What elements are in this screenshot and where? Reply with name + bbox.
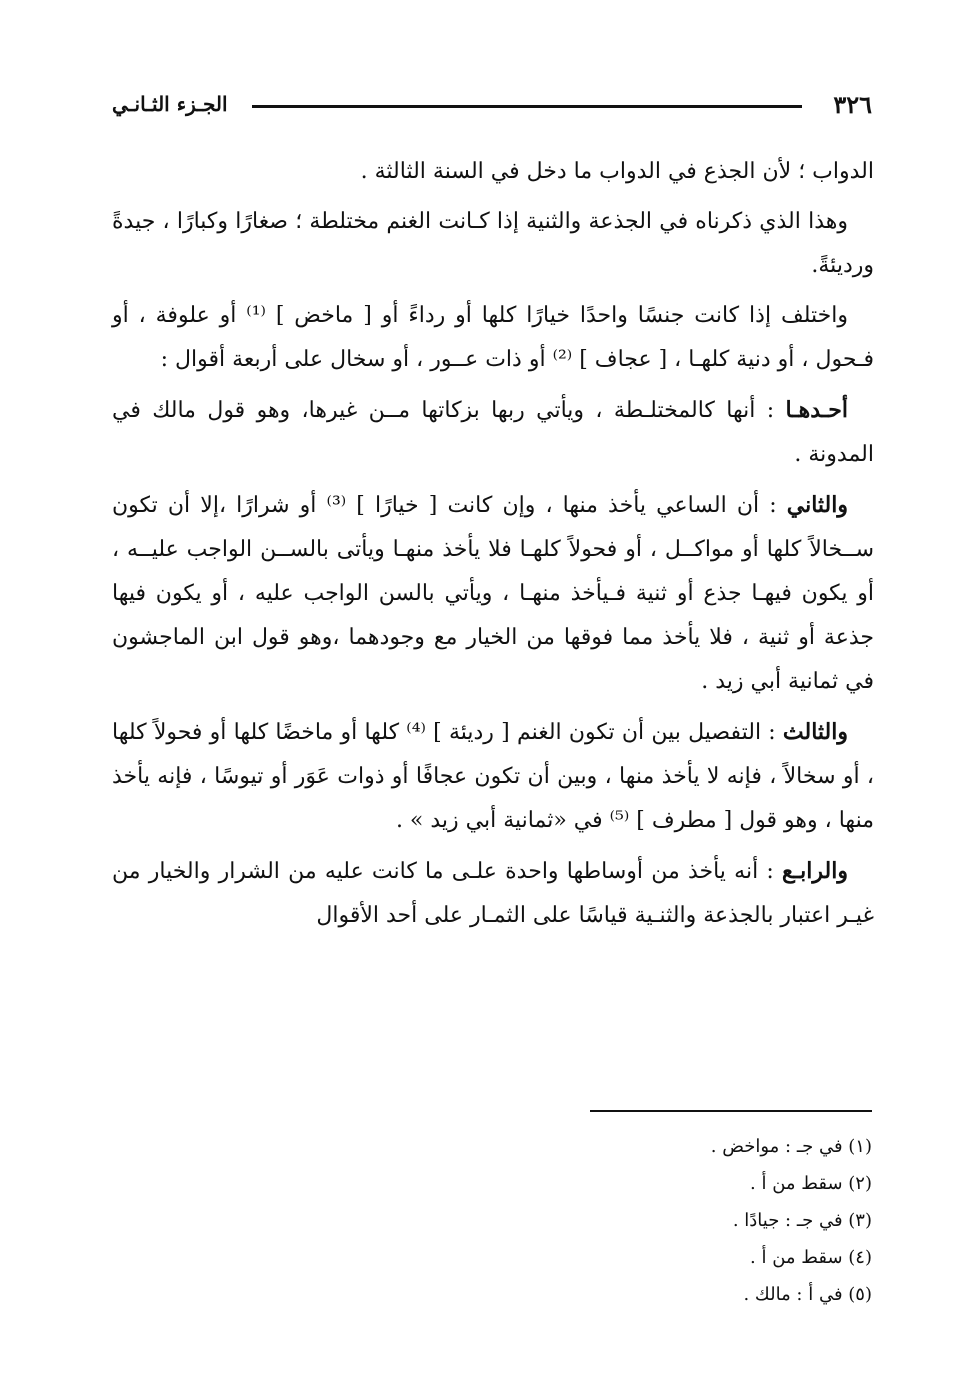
paragraph-1 bbox=[112, 150, 874, 194]
paragraph-lead: أحـدهـا bbox=[785, 397, 848, 423]
header-rule bbox=[252, 105, 802, 108]
paragraph-lead: والثالث bbox=[782, 719, 848, 745]
paragraph-2 bbox=[112, 200, 874, 288]
paragraph-text: الدواب ؛ لأن الجذع في الدواب ما دخل في السنة الثالثة . bbox=[360, 159, 874, 184]
paragraph-lead: والرابـع bbox=[782, 858, 848, 884]
running-title: الجـزء الثـانـي bbox=[112, 92, 228, 116]
paragraph-text: : أن الساعي يأخذ منها ، وإن كانت [ خيارًا ] ⁽³⁾ أو شرارًا ،إلا أن تكون ســخالاً كلها أو مواكــل ، أو فحولاً كلهـا فلا يأخذ منهـا ويأتى بالســن الواجب عليــه ، أو يكون فيهـا جذع أو ثنية فـيأخذ منهـا ، ويأتي بالسن الواجب عليه ، أو يكون فيها جذعة أو ثنية ، فلا يأخذ مما فوقها من الخيار مع وجودهما ،وهو قول ابن الماجشون في ثمانية أبي زيد . bbox=[112, 493, 874, 694]
paragraph-text: واختلف إذا كانت جنسًا واحدًا خيارًا كلها أو رداءً أو [ ماخض ] ⁽¹⁾ أو علوفة ، أو فـحول ، أو دنية كلهـا ، [ عجاف ] ⁽²⁾ أو ذات عــور ، أو سخال على أربعة أقوال : bbox=[112, 303, 874, 372]
paragraph-5 bbox=[112, 483, 874, 704]
paragraph-text: : أنه يأخذ من أوساطها واحدة علـى ما كانت عليه من الشرار والخيار من غيـر اعتبار بالجذعة والثنـية قياسًا على الثمـار على أحد الأقوال bbox=[112, 859, 874, 928]
paragraph-6 bbox=[112, 710, 874, 843]
main-text bbox=[112, 150, 874, 944]
paragraph-lead: والثاني bbox=[786, 492, 848, 518]
page-number: ٣٢٦ bbox=[833, 90, 872, 119]
paragraph-3 bbox=[112, 294, 874, 382]
paragraph-text: وهذا الذي ذكرناه في الجذعة والثنية إذا كـانت الغنم مختلطة ؛ صغارًا وكبارًا ، جيدةً ورديئةً. bbox=[112, 209, 874, 278]
paragraph-4 bbox=[112, 388, 874, 477]
footnote-3: (٣) في جـ : جيادًا . bbox=[732, 1210, 872, 1231]
footnote-1: (١) في جـ : مواخض . bbox=[710, 1136, 872, 1157]
paragraph-text: : التفصيل بين أن تكون الغنم [ رديئة ] ⁽⁴⁾ كلها أو ماخضًا كلها أو فحولاً كلها ، أو سخالاً ، فإنه لا يأخذ منها ، وبين أن تكون عجافًا أو ذوات عَوَر أو تيوسًا ، فإنه يأخذ منها ، وهو قول [ مطرف ] ⁽⁵⁾ في «ثمانية أبي زيد » . bbox=[112, 720, 874, 833]
footnote-4: (٤) سقط من أ . bbox=[750, 1247, 872, 1268]
footnotes bbox=[372, 1128, 872, 1313]
paragraph-7 bbox=[112, 849, 874, 938]
page-header bbox=[112, 90, 872, 130]
footnote-separator bbox=[590, 1110, 872, 1112]
paragraph-text: : أنها كالمختلـطة ، ويأتي ربها بزكاتها مــن غيرها، وهو قول مالك في المدونة . bbox=[112, 398, 874, 467]
footnote-2: (٢) سقط من أ . bbox=[750, 1173, 872, 1194]
footnote-5: (٥) في أ : مالك . bbox=[743, 1284, 872, 1305]
